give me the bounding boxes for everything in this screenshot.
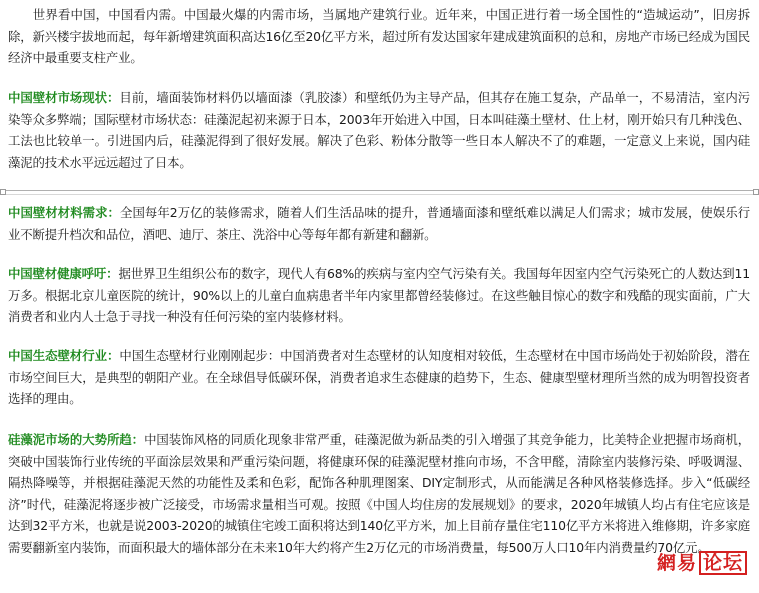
section-material-demand: [8, 202, 750, 245]
section-body: 据世界卫生组织公布的数字，现代人有68%的疾病与室内空气污染有关。我国每年因室内空气污染死亡的人数达到11万多。根据北京儿童医院的统计，90%以上的儿童白血病患者半年内家里都曾经装修过。在这些触目惊心的数字和残酷的现实面前，广大消费者和业内人士急于寻找一种没有任何污染的室内装修材料。: [8, 266, 750, 324]
page-break-divider: [0, 190, 759, 195]
section-heading: 中国壁材健康呼吁：: [8, 266, 119, 281]
page-break-marker-left: [0, 189, 6, 195]
section-body: 全国每年2万亿的装修需求，随着人们生活品味的提升，普通墙面漆和壁纸难以满足人们需求；城市发展，使娱乐行业不断提升档次和品位，酒吧、迪厅、茶庄、洗浴中心等每年都有新建和翻新。: [8, 205, 751, 242]
section-heading: 中国壁材市场现状：: [8, 90, 120, 105]
page-break-marker-right: [753, 189, 759, 195]
section-heading: 中国生态壁材行业：: [8, 348, 120, 363]
section-heading: 硅藻泥市场的大势所趋：: [8, 432, 145, 447]
section-health-appeal: [8, 263, 750, 328]
netease-forum-watermark-logo: [657, 548, 747, 575]
section-body: 中国装饰风格的同质化现象非常严重，硅藻泥做为新品类的引入增强了其竞争能力，比美特企业把握市场商机，突破中国装饰行业传统的平面涂层效果和严重污染问题，将健康环保的硅藻泥壁材推向市场，不含甲醛，清除室内装修污染、呼吸调湿、隔热降噪等，并根据硅藻泥天然的功能性及柔和色彩，配饰各种肌理图案、DIY定制形式，从而能满足各种风格装修选择。步入“低碳经济”时代，硅藻泥将逐步被广泛接受，市场需求量相当可观。按照《中国人均住房的发展规划》的要求，2020年城镇人均占有住宅应该是达到32平方米，也就是说2003-2020的城镇住宅竣工面积将达到140亿平方米，加上目前存量住宅110亿平方米将进入维修期，许多家庭需要翻新室内装饰，而面积最大的墙体部分在未来10年大约将产生2万亿元的市场消费量，每500万人口10年内消费量约70亿元。: [8, 432, 750, 555]
section-market-status: [8, 87, 750, 173]
section-eco-industry: [8, 345, 750, 410]
intro-paragraph: 世界看中国，中国看内需。中国最火爆的内需市场，当属地产建筑行业。近年来，中国正进行着一场全国性的“造城运动”，旧房拆除，新兴楼宇拔地而起，每年新增建筑面积高达16亿至20亿平方米，超过所有发达国家年建成建筑面积的总和，房地产市场已经成为国民经济中最重要支柱产业。: [8, 7, 750, 65]
watermark-text-2: 论坛: [699, 551, 747, 575]
section-body: 中国生态壁材行业刚刚起步：中国消费者对生态壁材的认知度相对较低，生态壁材在中国市场尚处于初始阶段，潜在市场空间巨大，是典型的朝阳产业。在全球倡导低碳环保，消费者追求生态健康的趋势下，生态、健康型壁材理所当然的成为明智投资者选择的理由。: [8, 348, 750, 406]
watermark-text-1: 網易: [656, 552, 697, 574]
section-diatom-trend: [8, 429, 750, 558]
section-body: 目前，墙面装饰材料仍以墙面漆（乳胶漆）和壁纸仍为主导产品，但其存在施工复杂，产品单一，不易清洁，室内污染等众多弊端；国际壁材市场状态：硅藻泥起初来源于日本，2003年开始进入中国，日本叫硅藻土壁材、仕上材，刚开始只有几种浅色、工法也比较单一。引进国内后，硅藻泥得到了很好发展。解决了色彩、粉体分散等一些日本人解决不了的难题，一定意义上来说，国内硅藻泥的技术水平远远超过了日本。: [8, 90, 750, 170]
section-heading: 中国壁材材料需求：: [8, 205, 121, 220]
